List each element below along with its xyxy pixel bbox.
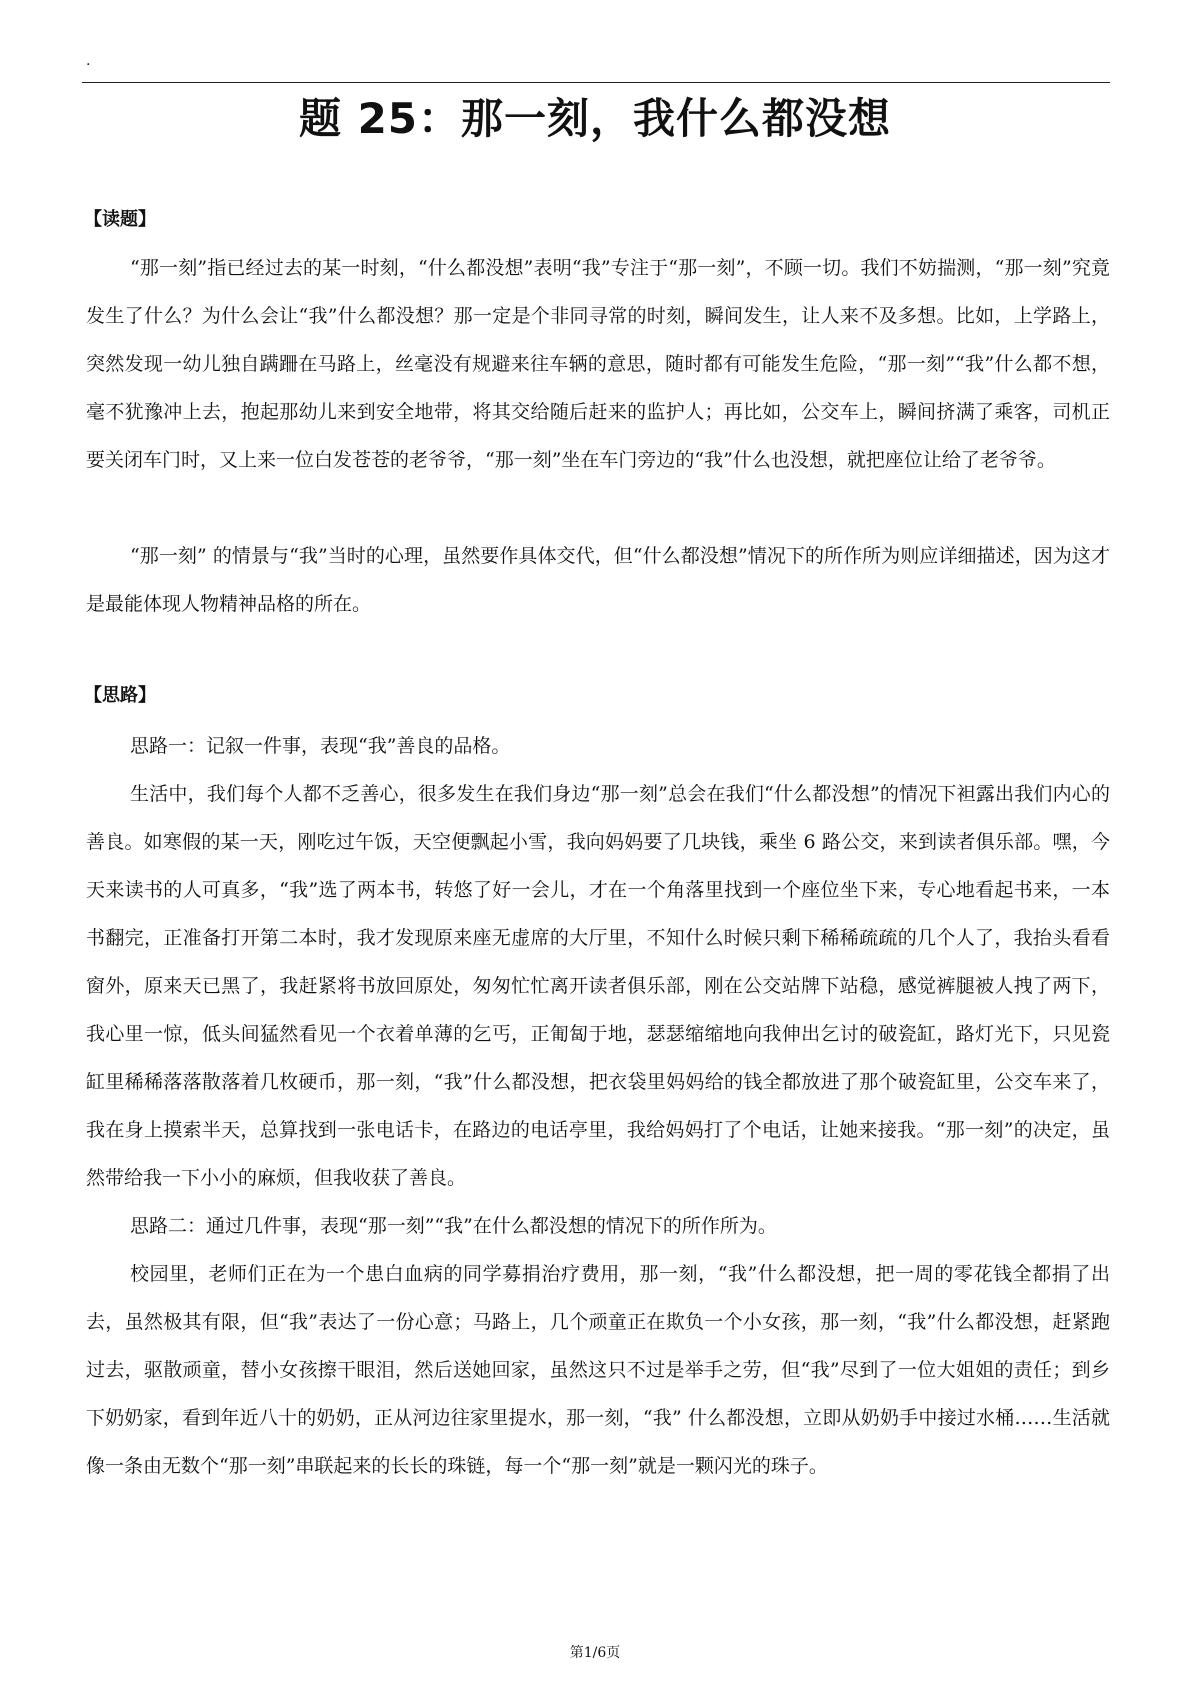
header-dot: . xyxy=(86,53,91,69)
page-title: 题 25：那一刻，我什么都没想 xyxy=(298,94,892,143)
reading-paragraph-2: “那一刻” 的情景与“我”当时的心理，虽然要作具体交代，但“什么都没想”情况下的所作所为则应详细描述，因为这才是最能体现人物精神品格的所在。 xyxy=(86,545,1110,615)
ideas-paragraph-1: 思路一：记叙一件事，表现“我”善良的品格。 xyxy=(130,735,511,757)
ideas-paragraph-2: 生活中，我们每个人都不乏善心，很多发生在我们身边“那一刻”总会在我们“什么都没想”的情况下袒露出我们内心的善良。如寒假的某一天，刚吃过午饭，天空便飘起小雪，我向妈妈要了几块钱，乘坐 6 路公交，来到读者俱乐部。嘿，今天来读书的人可真多，“我”选了两本书，转悠了好一会儿，才在一个角落里找到一个座位坐下来，专心地看起书来，一本书翻完，正准备打开第二本时，我才发现原来座无虚席的大厅里，不知什么时候只剩下稀稀疏疏的几个人了，我抬头看看窗外，原来天已黑了，我赶紧将书放回原处，匆匆忙忙离开读者俱乐部，刚在公交站牌下站稳，感觉裤腿被人拽了两下，我心里一惊，低头间猛然看见一个衣着单薄的乞丐，正匍匐于地，瑟瑟缩缩地向我伸出乞讨的破瓷缸，路灯光下，只见瓷缸里稀稀落落散落着几枚硬币，那一刻，“我”什么都没想，把衣袋里妈妈给的钱全都放进了那个破瓷缸里，公交车来了，我在身上摸索半天，总算找到一张电话卡，在路边的电话亭里，我给妈妈打了个电话，让她来接我。“那一刻”的决定，虽然带给我一下小小的麻烦，但我收获了善良。 xyxy=(86,783,1110,1189)
reading-heading: 【读题】 xyxy=(84,209,156,230)
ideas-heading: 【思路】 xyxy=(84,685,156,706)
ideas-paragraph-3: 思路二：通过几件事，表现“那一刻”“我”在什么都没想的情况下的所作所为。 xyxy=(130,1215,777,1237)
header-rule xyxy=(82,82,1110,83)
page-number: 第1/6页 xyxy=(569,1645,621,1661)
ideas-paragraph-4: 校园里，老师们正在为一个患白血病的同学募捐治疗费用，那一刻，“我”什么都没想，把一周的零花钱全都捐了出去，虽然极其有限，但“我”表达了一份心意；马路上，几个顽童正在欺负一个小女孩，那一刻，“我”什么都没想，赶紧跑过去，驱散顽童，替小女孩擦干眼泪，然后送她回家，虽然这只不过是举手之劳，但“我”尽到了一位大姐姐的责任；到乡下奶奶家，看到年近八十的奶奶，正从河边往家里提水，那一刻，“我” 什么都没想，立即从奶奶手中接过水桶……生活就像一条由无数个“那一刻”串联起来的长长的珠链，每一个“那一刻”就是一颗闪光的珠子。 xyxy=(86,1263,1110,1477)
reading-paragraph-1: “那一刻”指已经过去的某一时刻，“什么都没想”表明“我”专注于“那一刻”，不顾一切。我们不妨揣测，“那一刻”究竟发生了什么？为什么会让“我”什么都没想？那一定是个非同寻常的时刻，瞬间发生，让人来不及多想。比如，上学路上，突然发现一幼儿独自蹒跚在马路上，丝毫没有规避来往车辆的意思，随时都有可能发生危险，“那一刻”“我”什么都不想，毫不犹豫冲上去，抱起那幼儿来到安全地带，将其交给随后赶来的监护人；再比如，公交车上，瞬间挤满了乘客，司机正要关闭车门时，又上来一位白发苍苍的老爷爷，“那一刻”坐在车门旁边的“我”什么也没想，就把座位让给了老爷爷。 xyxy=(86,257,1110,471)
